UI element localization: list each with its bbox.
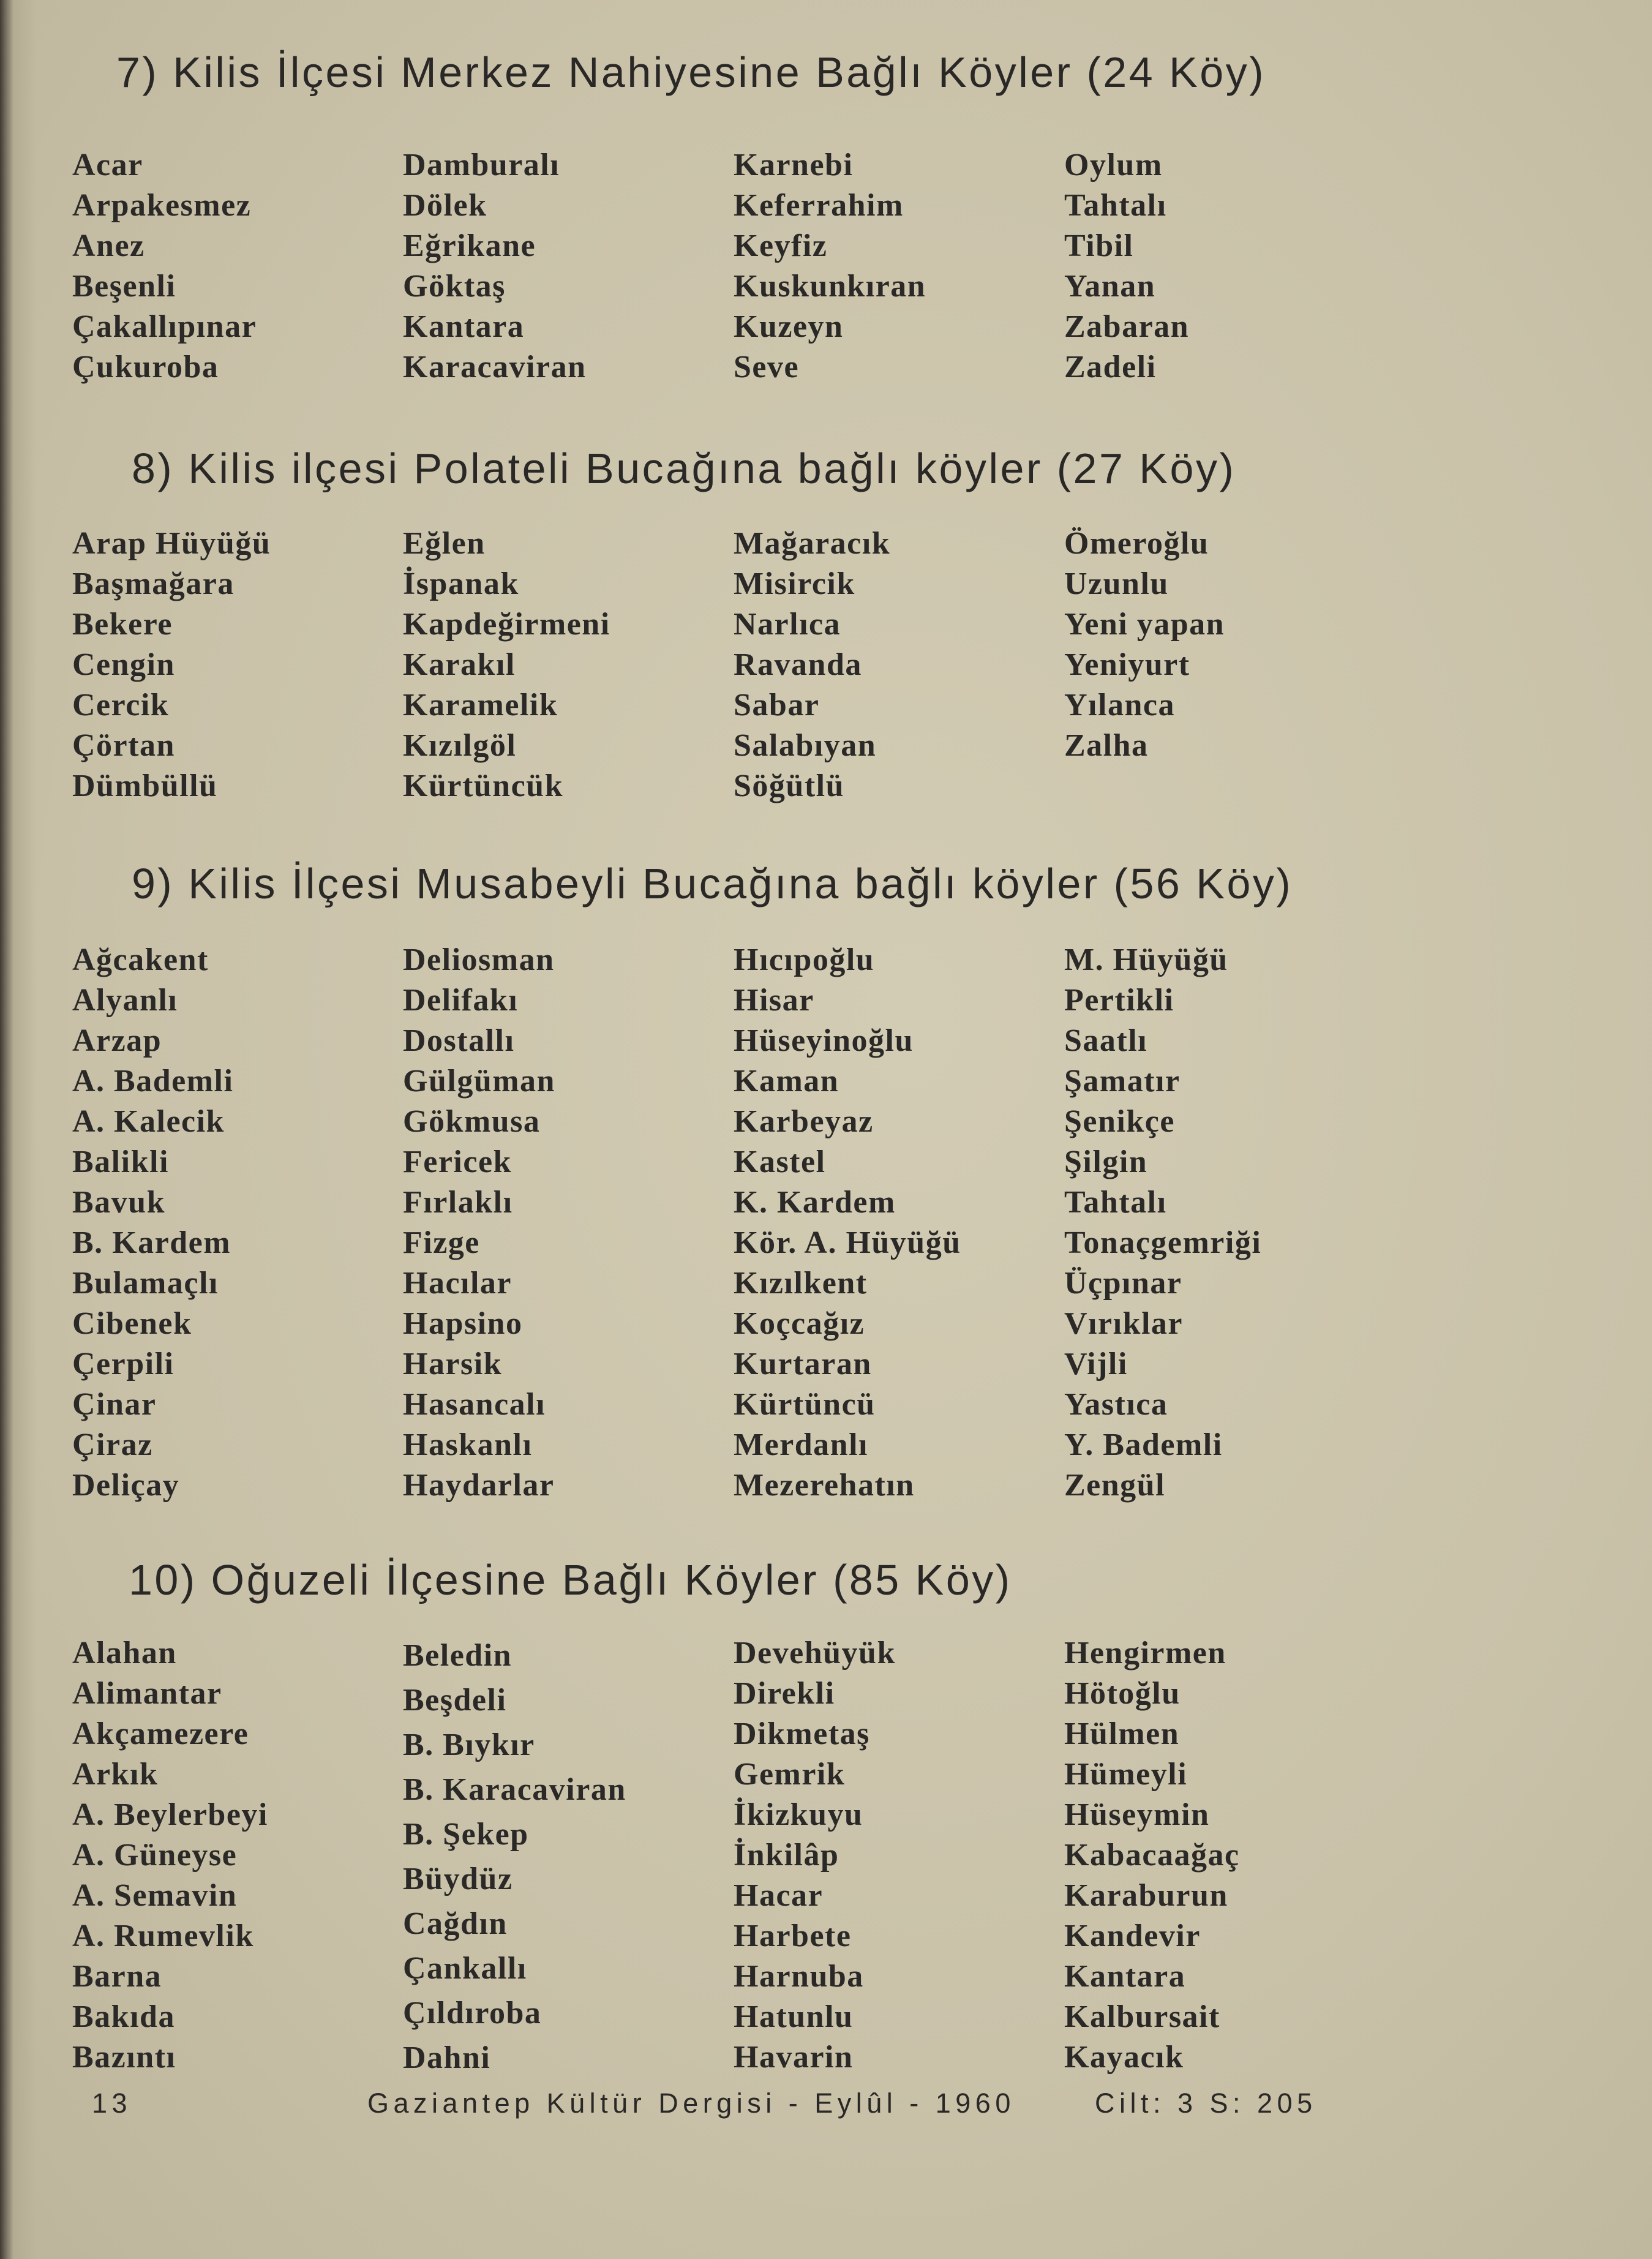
village-name: Şamatır (1064, 1064, 1181, 1099)
village-column (72, 940, 233, 1506)
village-name: Haydarlar (403, 1468, 555, 1503)
village-name: Koçcağız (734, 1306, 865, 1341)
village-name: A. Semavin (72, 1878, 238, 1913)
village-name: Harnuba (734, 1959, 864, 1994)
village-name: Pertikli (1064, 983, 1174, 1018)
section-heading: 8) Kilis ilçesi Polateli Bucağına bağlı köyler (27 Köy) (132, 445, 1236, 492)
village-column (72, 145, 257, 388)
village-name: Kör. A. Hüyüğü (734, 1225, 961, 1260)
village-name: B. Karacaviran (403, 1772, 626, 1807)
village-name: Hıcıpoğlu (734, 942, 875, 977)
village-name: Dikmetaş (734, 1716, 870, 1751)
village-name: Hasancalı (403, 1387, 546, 1422)
page-number: 13 (92, 2088, 132, 2119)
village-name: İnkilâp (734, 1838, 839, 1873)
village-name: Çinar (72, 1387, 157, 1422)
village-name: K. Kardem (734, 1185, 896, 1220)
village-name: Dostallı (403, 1023, 515, 1058)
village-column (734, 940, 961, 1506)
village-name: Hülmen (1064, 1716, 1180, 1751)
village-name: Bavuk (72, 1185, 166, 1220)
village-name: Arap Hüyüğü (72, 526, 271, 561)
village-name: Balikli (72, 1145, 169, 1179)
village-name: Fırlaklı (403, 1185, 513, 1220)
village-name: B. Bıykır (403, 1727, 535, 1762)
village-column (734, 145, 926, 388)
village-name: A. Bademli (72, 1064, 234, 1099)
village-name: Çukuroba (72, 350, 219, 385)
village-name: Anez (72, 228, 145, 263)
village-name: Şilgin (1064, 1145, 1148, 1179)
village-name: Çıldıroba (403, 1996, 542, 2031)
village-name: Büydüz (403, 1862, 513, 1896)
village-name: Deliçay (72, 1468, 180, 1503)
village-name: Salabıyan (734, 728, 877, 763)
village-name: Mağaracık (734, 526, 891, 561)
village-name: Kuskunkıran (734, 269, 926, 304)
village-name: Ağcakent (72, 942, 209, 977)
village-name: Çankallı (403, 1951, 527, 1986)
publication-info: Gaziantep Kültür Dergisi - Eylûl - 1960 (367, 2088, 1015, 2119)
village-column (403, 940, 555, 1506)
section-heading: 9) Kilis İlçesi Musabeyli Bucağına bağlı köyler (56 Köy) (132, 860, 1293, 908)
village-name: Uzunlu (1064, 566, 1169, 601)
village-name: Çörtan (72, 728, 175, 763)
village-name: Kapdeğirmeni (403, 607, 610, 642)
village-column (72, 524, 271, 806)
village-name: Vırıklar (1064, 1306, 1183, 1341)
village-name: Devehüyük (734, 1636, 896, 1671)
village-name: Tahtalı (1064, 1185, 1167, 1220)
village-name: Hisar (734, 983, 814, 1018)
village-name: Hümeyli (1064, 1757, 1188, 1792)
village-name: Yılanca (1064, 688, 1175, 723)
village-name: Kürtüncük (403, 769, 564, 803)
village-name: Hötoğlu (1064, 1676, 1181, 1711)
village-name: Dölek (403, 188, 487, 223)
village-name: Hengirmen (1064, 1636, 1226, 1671)
village-name: Misircik (734, 566, 855, 601)
village-name: Yanan (1064, 269, 1156, 304)
village-name: Damburalı (403, 148, 560, 182)
village-name: Gemrik (734, 1757, 846, 1792)
section-heading: 7) Kilis İlçesi Merkez Nahiyesine Bağlı Köyler (24 Köy) (116, 48, 1266, 96)
village-name: Arpakesmez (72, 188, 252, 223)
village-name: Merdanlı (734, 1427, 868, 1462)
village-column (1064, 940, 1261, 1506)
village-name: Üçpınar (1064, 1266, 1182, 1301)
village-column (403, 524, 610, 806)
page-footer (0, 2085, 1652, 2122)
village-name: Kabacaağaç (1064, 1838, 1240, 1873)
village-name: Beledin (403, 1638, 512, 1673)
village-name: Çiraz (72, 1427, 153, 1462)
village-name: Bulamaçlı (72, 1266, 219, 1301)
village-name: Sabar (734, 688, 820, 723)
village-name: Fizge (403, 1225, 480, 1260)
village-name: Kürtüncü (734, 1387, 876, 1422)
village-name: Kaman (734, 1064, 839, 1099)
village-name: Yeni yapan (1064, 607, 1225, 642)
village-name: Tibil (1064, 228, 1134, 263)
village-name: Kurtaran (734, 1347, 872, 1381)
village-name: Bazıntı (72, 2040, 176, 2075)
village-column (1064, 1633, 1240, 2078)
village-name: Keyfiz (734, 228, 828, 263)
village-name: Karbeyaz (734, 1104, 874, 1139)
village-name: İkizkuyu (734, 1797, 863, 1832)
village-column (72, 1633, 268, 2078)
village-name: Tahtalı (1064, 188, 1167, 223)
village-name: Zabaran (1064, 309, 1190, 344)
village-name: Alyanlı (72, 983, 178, 1018)
village-name: Direkli (734, 1676, 835, 1711)
village-name: Hüseymin (1064, 1797, 1210, 1832)
village-name: Delifakı (403, 983, 519, 1018)
village-name: Haskanlı (403, 1427, 533, 1462)
village-name: Cengin (72, 647, 175, 682)
village-name: Kayacık (1064, 2040, 1184, 2075)
village-name: Söğütlü (734, 769, 845, 803)
village-name: Hacılar (403, 1266, 512, 1301)
village-name: Cercik (72, 688, 170, 723)
village-name: Gökmusa (403, 1104, 541, 1139)
village-name: Kalbursait (1064, 1999, 1220, 2034)
village-name: Ömeroğlu (1064, 526, 1209, 561)
village-name: Gülgüman (403, 1064, 555, 1099)
village-name: Zengül (1064, 1468, 1166, 1503)
village-name: Yeniyurt (1064, 647, 1190, 682)
village-name: Eğrikane (403, 228, 536, 263)
village-column (1064, 145, 1189, 388)
village-name: Çerpili (72, 1347, 175, 1381)
village-name: Dahni (403, 2040, 491, 2075)
village-name: Dümbüllü (72, 769, 218, 803)
village-name: Vijli (1064, 1347, 1128, 1381)
village-name: Beşdeli (403, 1683, 507, 1718)
village-name: Kandevir (1064, 1919, 1201, 1953)
village-name: Alimantar (72, 1676, 222, 1711)
village-name: Deliosman (403, 942, 555, 977)
village-name: Hatunlu (734, 1999, 854, 2034)
village-name: Karaburun (1064, 1878, 1228, 1913)
village-name: Cibenek (72, 1306, 192, 1341)
village-column (1064, 524, 1225, 766)
village-name: Şenikçe (1064, 1104, 1175, 1139)
village-name: Zadeli (1064, 350, 1157, 385)
village-name: Seve (734, 350, 800, 385)
village-name: A. Kalecik (72, 1104, 225, 1139)
village-name: Hüseyinoğlu (734, 1023, 914, 1058)
village-name: A. Rumevlik (72, 1919, 254, 1953)
village-column (734, 1633, 896, 2078)
village-name: Karakıl (403, 647, 516, 682)
village-name: Kastel (734, 1145, 826, 1179)
village-column (403, 145, 587, 388)
village-name: Akçamezere (72, 1716, 249, 1751)
village-name: Arzap (72, 1023, 162, 1058)
village-name: Harbete (734, 1919, 852, 1953)
village-name: Havarin (734, 2040, 854, 2075)
village-name: Göktaş (403, 269, 506, 304)
village-name: A. Güneyse (72, 1838, 238, 1873)
village-name: Karacaviran (403, 350, 587, 385)
village-name: Kantara (403, 309, 525, 344)
village-name: M. Hüyüğü (1064, 942, 1228, 977)
village-name: Ravanda (734, 647, 862, 682)
village-name: Acar (72, 148, 143, 182)
village-name: Bakıda (72, 1999, 175, 2034)
village-name: İspanak (403, 566, 519, 601)
village-name: Zalha (1064, 728, 1149, 763)
village-name: Alahan (72, 1636, 177, 1671)
village-name: Başmağara (72, 566, 235, 601)
village-name: B. Kardem (72, 1225, 231, 1260)
village-name: B. Şekep (403, 1817, 529, 1852)
village-name: Oylum (1064, 148, 1163, 182)
village-name: A. Beylerbeyi (72, 1797, 268, 1832)
village-name: Fericek (403, 1145, 512, 1179)
village-column (403, 1633, 626, 2080)
village-name: Tonaçgemriği (1064, 1225, 1262, 1260)
village-name: Kantara (1064, 1959, 1186, 1994)
village-name: Mezerehatın (734, 1468, 915, 1503)
village-name: Karamelik (403, 688, 558, 723)
village-name: Arkık (72, 1757, 159, 1792)
village-name: Beşenli (72, 269, 176, 304)
village-name: Cağdın (403, 1906, 508, 1941)
village-name: Barna (72, 1959, 162, 1994)
village-name: Narlıca (734, 607, 841, 642)
village-name: Eğlen (403, 526, 486, 561)
village-name: Bekere (72, 607, 173, 642)
village-name: Saatlı (1064, 1023, 1148, 1058)
section-heading: 10) Oğuzeli İlçesine Bağlı Köyler (85 Köy) (129, 1556, 1012, 1604)
village-name: Hapsino (403, 1306, 523, 1341)
village-name: Kızılgöl (403, 728, 517, 763)
village-name: Y. Bademli (1064, 1427, 1223, 1462)
village-column (734, 524, 890, 806)
village-name: Keferrahim (734, 188, 904, 223)
village-name: Çakallıpınar (72, 309, 257, 344)
village-name: Karnebi (734, 148, 854, 182)
village-name: Yastıca (1064, 1387, 1168, 1422)
village-name: Harsik (403, 1347, 503, 1381)
village-name: Kızılkent (734, 1266, 868, 1301)
village-name: Kuzeyn (734, 309, 844, 344)
village-name: Hacar (734, 1878, 824, 1913)
volume-issue: Cilt: 3 S: 205 (1095, 2088, 1317, 2119)
